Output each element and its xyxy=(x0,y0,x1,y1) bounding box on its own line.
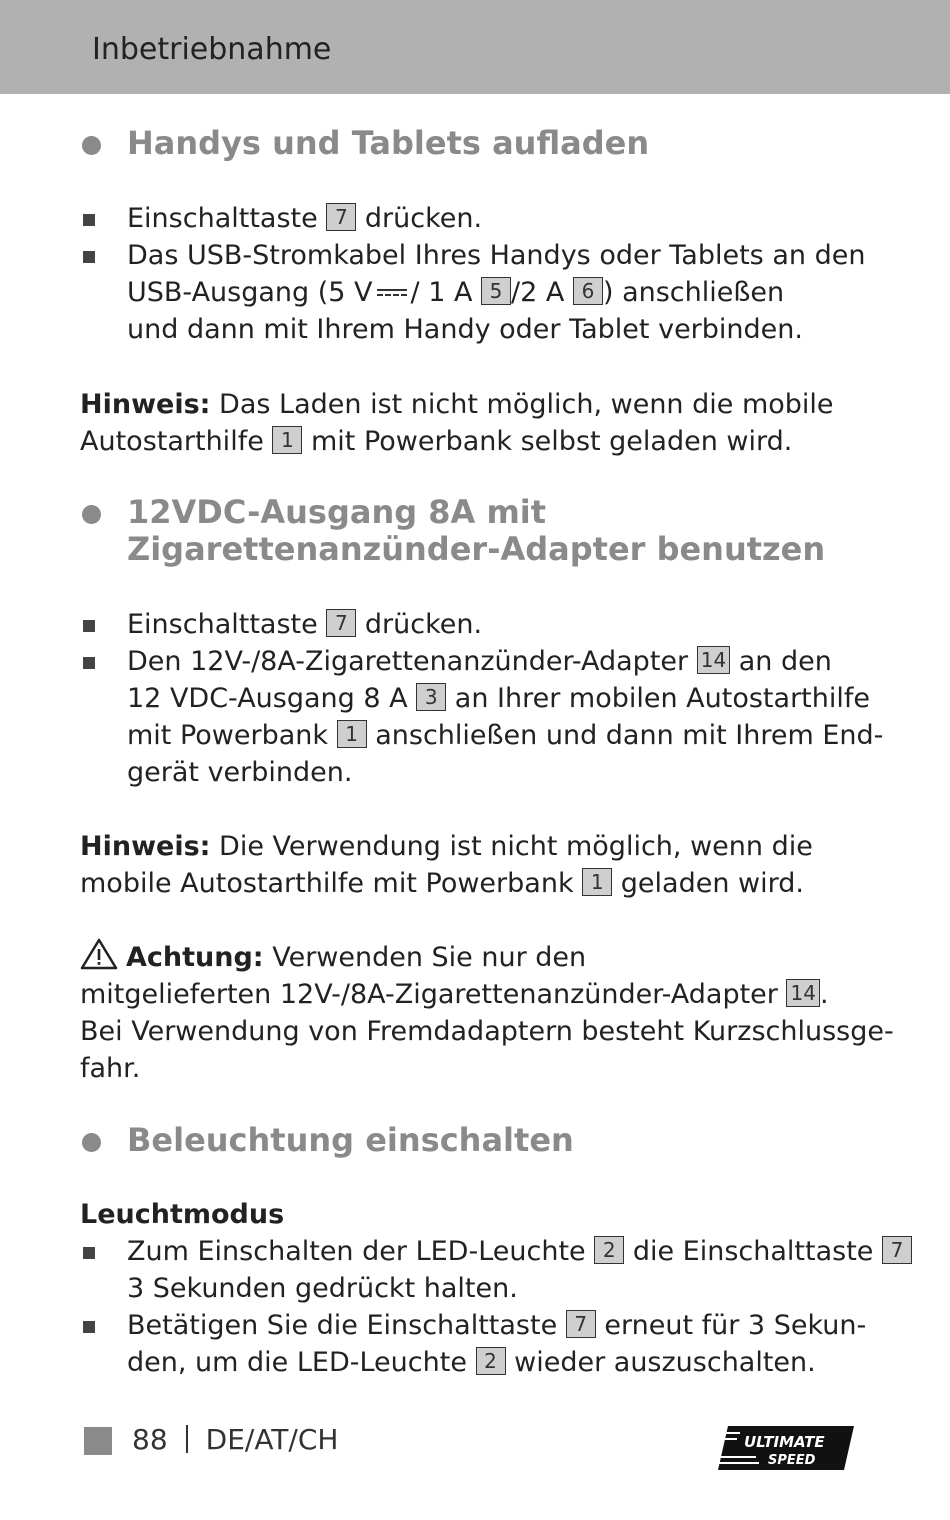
part-reference: 7 xyxy=(882,1236,912,1264)
list-item: Den 12V-/8A-Zigarettenanzünder-Adapter 14 an den 12 VDC-Ausgang 8 A 3 an Ihrer mobilen Autostarthilfe mit Powerbank 1 anschließen und dann mit Ihrem End- gerät verbinden. xyxy=(80,643,880,791)
part-reference: 3 xyxy=(416,683,446,711)
part-reference: 14 xyxy=(786,979,819,1007)
bullet-square-icon xyxy=(83,1321,95,1333)
list-item: Betätigen Sie die Einschalttaste 7 erneut für 3 Sekun- den, um die LED-Leuchte 2 wieder auszuschalten. xyxy=(80,1307,880,1381)
charging-steps xyxy=(80,200,880,348)
page-title: Inbetriebnahme xyxy=(92,32,332,67)
section-heading-lighting: Beleuchtung einschalten xyxy=(80,1122,574,1159)
lighting-steps xyxy=(80,1233,904,1381)
part-reference: 7 xyxy=(326,609,356,637)
list-item: Einschalttaste 7 drücken. xyxy=(80,606,880,643)
footer-divider xyxy=(186,1425,188,1453)
bullet-square-icon xyxy=(83,251,95,263)
bullet-dot-icon xyxy=(82,505,101,524)
footer xyxy=(132,1422,338,1458)
section-heading-charging: Handys und Tablets aufladen xyxy=(80,125,649,162)
part-reference: 1 xyxy=(582,868,612,896)
12vdc-steps xyxy=(80,606,884,791)
logo-text-ultimate: ULTIMATE xyxy=(744,1433,825,1451)
warning-triangle-icon xyxy=(80,938,118,970)
bullet-square-icon xyxy=(83,214,95,226)
part-reference: 7 xyxy=(326,203,356,231)
bullet-dot-icon xyxy=(82,1133,101,1152)
footer-region: DE/AT/CH xyxy=(205,1423,339,1456)
page-number: 88 xyxy=(132,1423,168,1456)
list-item: Zum Einschalten der LED-Leuchte 2 die Einschalttaste 7 3 Sekunden gedrückt halten. xyxy=(80,1233,880,1307)
bullet-dot-icon xyxy=(82,136,101,155)
part-reference: 2 xyxy=(476,1347,506,1375)
note-charging: Hinweis: Das Laden ist nicht möglich, wenn die mobile Autostarthilfe 1 mit Powerbank selbst geladen wird. xyxy=(80,389,834,457)
note-12vdc: Hinweis: Die Verwendung ist nicht möglich, wenn die mobile Autostarthilfe mit Powerbank 1 geladen wird. xyxy=(80,831,813,899)
bullet-square-icon xyxy=(83,657,95,669)
subheading-light-mode: Leuchtmodus xyxy=(80,1199,285,1230)
list-item: Das USB-Stromkabel Ihres Handys oder Tablets an den USB-Ausgang (5 V / 1 A 5 /2 A 6 ) anschließen und dann mit Ihrem Handy oder Tablet verbinden. xyxy=(80,237,880,348)
logo-text-speed: SPEED xyxy=(768,1453,816,1468)
bullet-square-icon xyxy=(83,1247,95,1259)
dc-symbol-icon xyxy=(377,288,407,298)
part-reference: 7 xyxy=(566,1310,596,1338)
part-reference: 1 xyxy=(337,720,367,748)
part-reference: 6 xyxy=(573,277,603,305)
footer-marker xyxy=(84,1427,112,1455)
part-reference: 14 xyxy=(697,646,730,674)
warning-block: Achtung: Verwenden Sie nur den mitgelieferten 12V-/8A-Zigarettenanzünder-Adapter 14 . Bei Verwendung von Fremdadaptern besteht Kurzschlussge- fahr. xyxy=(80,938,894,1087)
list-item: Einschalttaste 7 drücken. xyxy=(80,200,880,237)
part-reference: 5 xyxy=(481,277,511,305)
part-reference: 2 xyxy=(594,1236,624,1264)
section-heading-12vdc: 12VDC-Ausgang 8A mit Zigarettenanzünder-Adapter benutzen xyxy=(80,494,825,568)
brand-logo xyxy=(718,1426,854,1470)
page-header xyxy=(0,0,950,94)
bullet-square-icon xyxy=(83,620,95,632)
part-reference: 1 xyxy=(272,426,302,454)
